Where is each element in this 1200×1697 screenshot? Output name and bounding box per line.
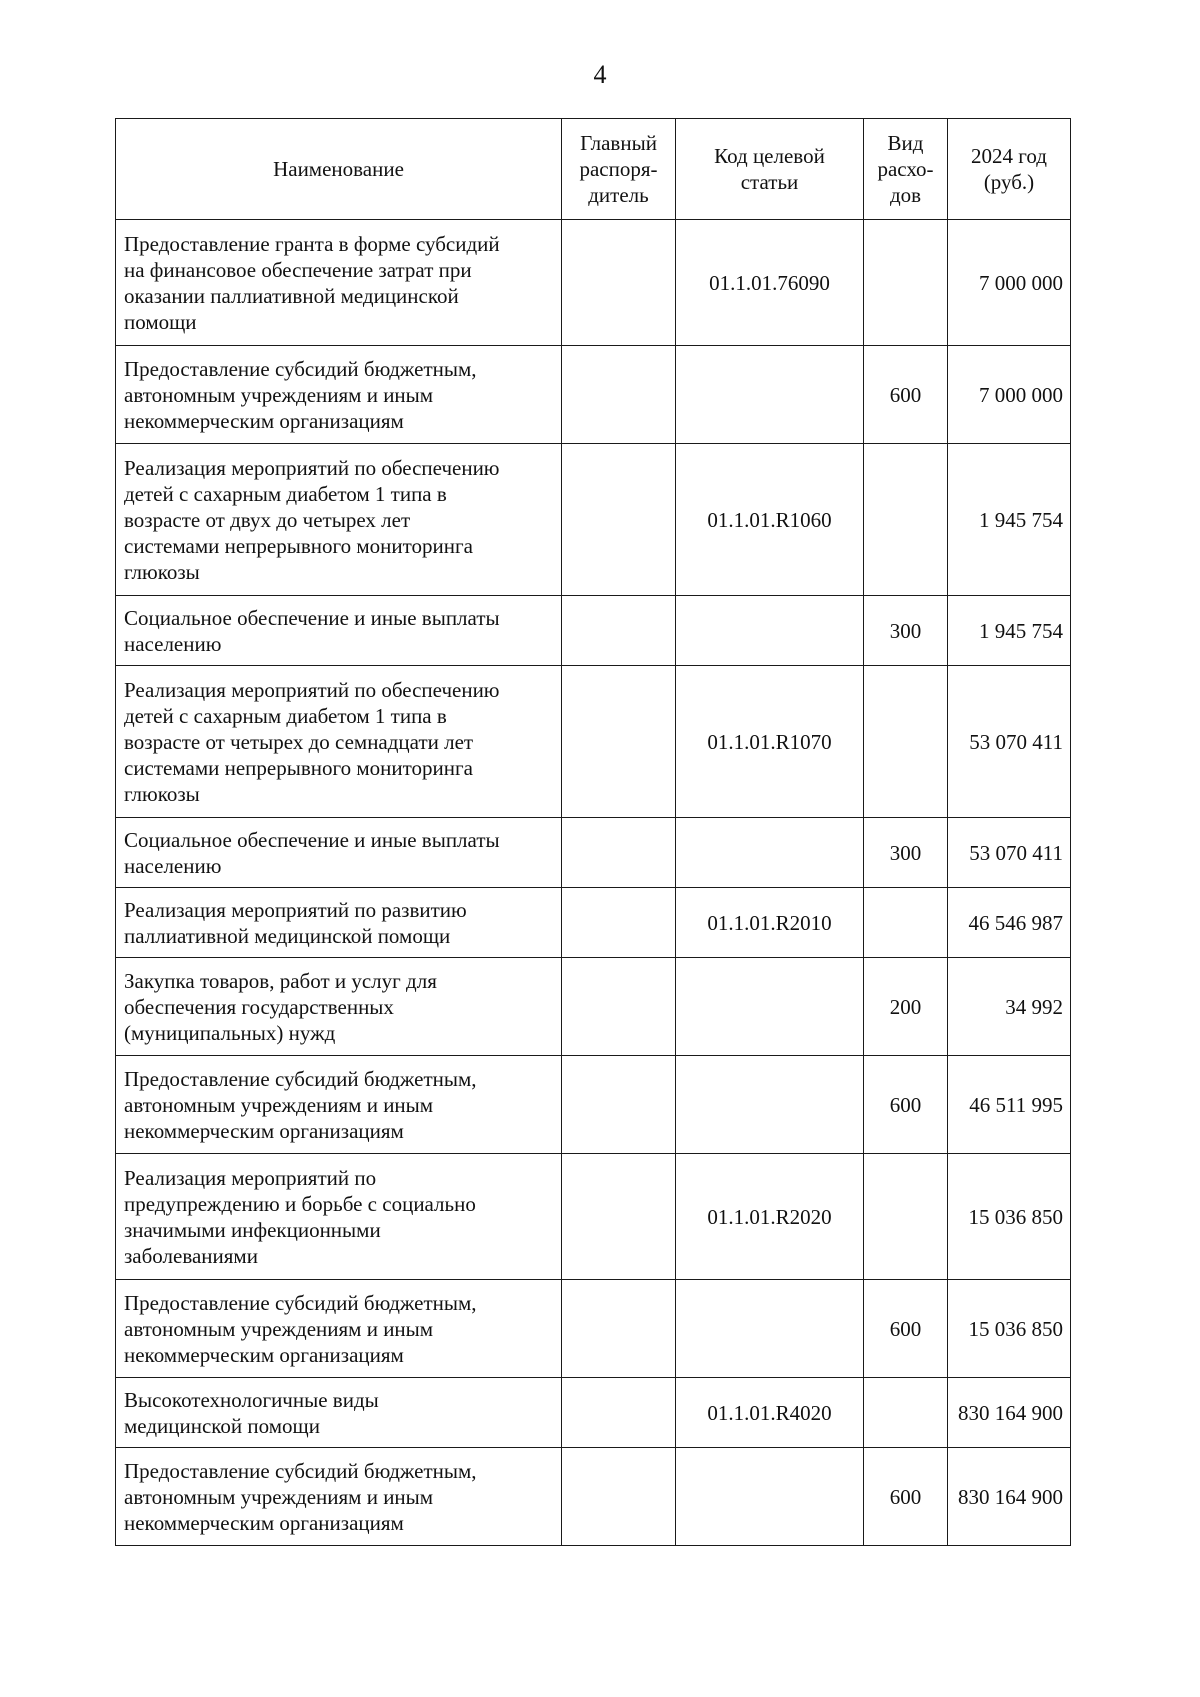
row-vid bbox=[864, 220, 948, 346]
row-name-line: автономным учреждениям и иным bbox=[124, 1316, 434, 1341]
row-name-line: Реализация мероприятий по развитию bbox=[124, 897, 467, 922]
header-name: Наименование bbox=[116, 119, 562, 220]
row-name bbox=[116, 1280, 562, 1378]
header-code-line: Код целевой bbox=[714, 144, 825, 168]
row-sum: 53 070 411 bbox=[948, 666, 1071, 818]
row-vid bbox=[864, 444, 948, 596]
row-vid: 600 bbox=[864, 1056, 948, 1154]
row-code bbox=[676, 818, 864, 888]
row-name-line: населению bbox=[124, 853, 222, 878]
row-code bbox=[676, 958, 864, 1056]
row-name bbox=[116, 888, 562, 958]
row-code: 01.1.01.R4020 bbox=[676, 1378, 864, 1448]
table-row bbox=[116, 888, 1071, 958]
row-vid bbox=[864, 666, 948, 818]
table-row bbox=[116, 596, 1071, 666]
row-manager bbox=[562, 1056, 676, 1154]
row-vid: 600 bbox=[864, 1448, 948, 1546]
header-code bbox=[676, 119, 864, 220]
row-name-line: на финансовое обеспечение затрат при bbox=[124, 257, 472, 282]
row-manager bbox=[562, 1378, 676, 1448]
row-sum: 7 000 000 bbox=[948, 346, 1071, 444]
header-code-line: статьи bbox=[740, 170, 799, 194]
row-name-line: автономным учреждениям и иным bbox=[124, 1092, 434, 1117]
row-vid bbox=[864, 1154, 948, 1280]
row-vid: 300 bbox=[864, 596, 948, 666]
row-vid: 600 bbox=[864, 1280, 948, 1378]
row-name-line: Предоставление субсидий бюджетным, bbox=[124, 356, 477, 381]
row-sum: 46 511 995 bbox=[948, 1056, 1071, 1154]
header-vid-line: Вид bbox=[887, 131, 924, 155]
row-code bbox=[676, 1056, 864, 1154]
header-vid-line: дов bbox=[889, 183, 922, 207]
row-manager bbox=[562, 220, 676, 346]
row-name bbox=[116, 1056, 562, 1154]
row-name-line: Закупка товаров, работ и услуг для bbox=[124, 968, 437, 993]
row-vid bbox=[864, 888, 948, 958]
row-name-line: некоммерческим организациям bbox=[124, 1510, 404, 1535]
row-manager bbox=[562, 1154, 676, 1280]
row-name-line: Предоставление субсидий бюджетным, bbox=[124, 1290, 477, 1315]
row-code: 01.1.01.R2020 bbox=[676, 1154, 864, 1280]
table-row bbox=[116, 1280, 1071, 1378]
header-sum bbox=[948, 119, 1071, 220]
row-name bbox=[116, 1378, 562, 1448]
row-name-line: (муниципальных) нужд bbox=[124, 1020, 336, 1045]
row-vid: 200 bbox=[864, 958, 948, 1056]
row-name-line: Реализация мероприятий по обеспечению bbox=[124, 677, 500, 702]
row-name-line: Предоставление субсидий бюджетным, bbox=[124, 1458, 477, 1483]
row-name-line: медицинской помощи bbox=[124, 1413, 320, 1438]
row-manager bbox=[562, 444, 676, 596]
row-vid: 300 bbox=[864, 818, 948, 888]
row-code bbox=[676, 1448, 864, 1546]
row-name bbox=[116, 958, 562, 1056]
row-vid bbox=[864, 1378, 948, 1448]
row-sum: 15 036 850 bbox=[948, 1154, 1071, 1280]
row-name bbox=[116, 1448, 562, 1546]
row-name-line: Социальное обеспечение и иные выплаты bbox=[124, 605, 500, 630]
row-name-line: автономным учреждениям и иным bbox=[124, 382, 434, 407]
row-name-line: Предоставление субсидий бюджетным, bbox=[124, 1066, 477, 1091]
row-code: 01.1.01.R2010 bbox=[676, 888, 864, 958]
row-name-line: системами непрерывного мониторинга bbox=[124, 755, 473, 780]
table-row bbox=[116, 666, 1071, 818]
row-name-line: Реализация мероприятий по обеспечению bbox=[124, 455, 500, 480]
budget-table bbox=[115, 118, 1071, 1546]
row-name bbox=[116, 444, 562, 596]
row-sum: 1 945 754 bbox=[948, 444, 1071, 596]
row-name-line: оказании паллиативной медицинской bbox=[124, 283, 459, 308]
row-manager bbox=[562, 958, 676, 1056]
table-row bbox=[116, 818, 1071, 888]
header-vid bbox=[864, 119, 948, 220]
row-name-line: системами непрерывного мониторинга bbox=[124, 533, 473, 558]
row-name bbox=[116, 346, 562, 444]
page-number: 4 bbox=[593, 60, 607, 89]
row-sum: 53 070 411 bbox=[948, 818, 1071, 888]
row-name-line: помощи bbox=[124, 309, 197, 334]
header-manager bbox=[562, 119, 676, 220]
row-name-line: населению bbox=[124, 631, 222, 656]
row-sum: 46 546 987 bbox=[948, 888, 1071, 958]
row-name-line: значимыми инфекционными bbox=[124, 1217, 381, 1242]
row-sum: 830 164 900 bbox=[948, 1448, 1071, 1546]
row-name-line: Предоставление гранта в форме субсидий bbox=[124, 231, 500, 256]
header-sum-line: (руб.) bbox=[983, 170, 1035, 194]
row-name-line: заболеваниями bbox=[124, 1243, 258, 1268]
header-manager-line: распоря- bbox=[579, 157, 658, 181]
table-body bbox=[116, 220, 1071, 1546]
table-row bbox=[116, 1056, 1071, 1154]
row-sum: 7 000 000 bbox=[948, 220, 1071, 346]
row-manager bbox=[562, 818, 676, 888]
row-code: 01.1.01.76090 bbox=[676, 220, 864, 346]
row-code: 01.1.01.R1070 bbox=[676, 666, 864, 818]
row-name-line: Социальное обеспечение и иные выплаты bbox=[124, 827, 500, 852]
row-name-line: некоммерческим организациям bbox=[124, 1118, 404, 1143]
row-code bbox=[676, 596, 864, 666]
row-name bbox=[116, 220, 562, 346]
table-row bbox=[116, 1448, 1071, 1546]
table-row bbox=[116, 1378, 1071, 1448]
header-manager-line: дитель bbox=[588, 183, 649, 207]
row-name-line: детей с сахарным диабетом 1 типа в bbox=[124, 703, 447, 728]
row-name-line: Реализация мероприятий по bbox=[124, 1165, 377, 1190]
row-manager bbox=[562, 1448, 676, 1546]
row-manager bbox=[562, 346, 676, 444]
row-name-line: паллиативной медицинской помощи bbox=[124, 923, 451, 948]
row-name bbox=[116, 596, 562, 666]
header-manager-line: Главный bbox=[580, 131, 657, 155]
row-name-line: некоммерческим организациям bbox=[124, 1342, 404, 1367]
row-code: 01.1.01.R1060 bbox=[676, 444, 864, 596]
row-sum: 830 164 900 bbox=[948, 1378, 1071, 1448]
row-name-line: возрасте от двух до четырех лет bbox=[124, 507, 411, 532]
row-name-line: обеспечения государственных bbox=[124, 994, 394, 1019]
row-name bbox=[116, 1154, 562, 1280]
table-header-row bbox=[116, 119, 1071, 220]
header-vid-line: расхо- bbox=[877, 157, 934, 181]
row-name-line: глюкозы bbox=[124, 781, 200, 806]
row-manager bbox=[562, 666, 676, 818]
row-name-line: автономным учреждениям и иным bbox=[124, 1484, 434, 1509]
row-code bbox=[676, 346, 864, 444]
table-row bbox=[116, 346, 1071, 444]
row-name bbox=[116, 666, 562, 818]
table-row bbox=[116, 444, 1071, 596]
row-manager bbox=[562, 1280, 676, 1378]
row-sum: 15 036 850 bbox=[948, 1280, 1071, 1378]
row-name-line: глюкозы bbox=[124, 559, 200, 584]
row-manager bbox=[562, 888, 676, 958]
row-name-line: некоммерческим организациям bbox=[124, 408, 404, 433]
table-row bbox=[116, 958, 1071, 1056]
row-code bbox=[676, 1280, 864, 1378]
row-manager bbox=[562, 596, 676, 666]
table-row bbox=[116, 1154, 1071, 1280]
row-sum: 34 992 bbox=[948, 958, 1071, 1056]
row-name-line: предупреждению и борьбе с социально bbox=[124, 1191, 476, 1216]
header-sum-line: 2024 год bbox=[971, 144, 1047, 168]
row-name bbox=[116, 818, 562, 888]
row-name-line: Высокотехнологичные виды bbox=[124, 1387, 379, 1412]
row-sum: 1 945 754 bbox=[948, 596, 1071, 666]
table-row bbox=[116, 220, 1071, 346]
row-name-line: детей с сахарным диабетом 1 типа в bbox=[124, 481, 447, 506]
row-name-line: возрасте от четырех до семнадцати лет bbox=[124, 729, 474, 754]
row-vid: 600 bbox=[864, 346, 948, 444]
